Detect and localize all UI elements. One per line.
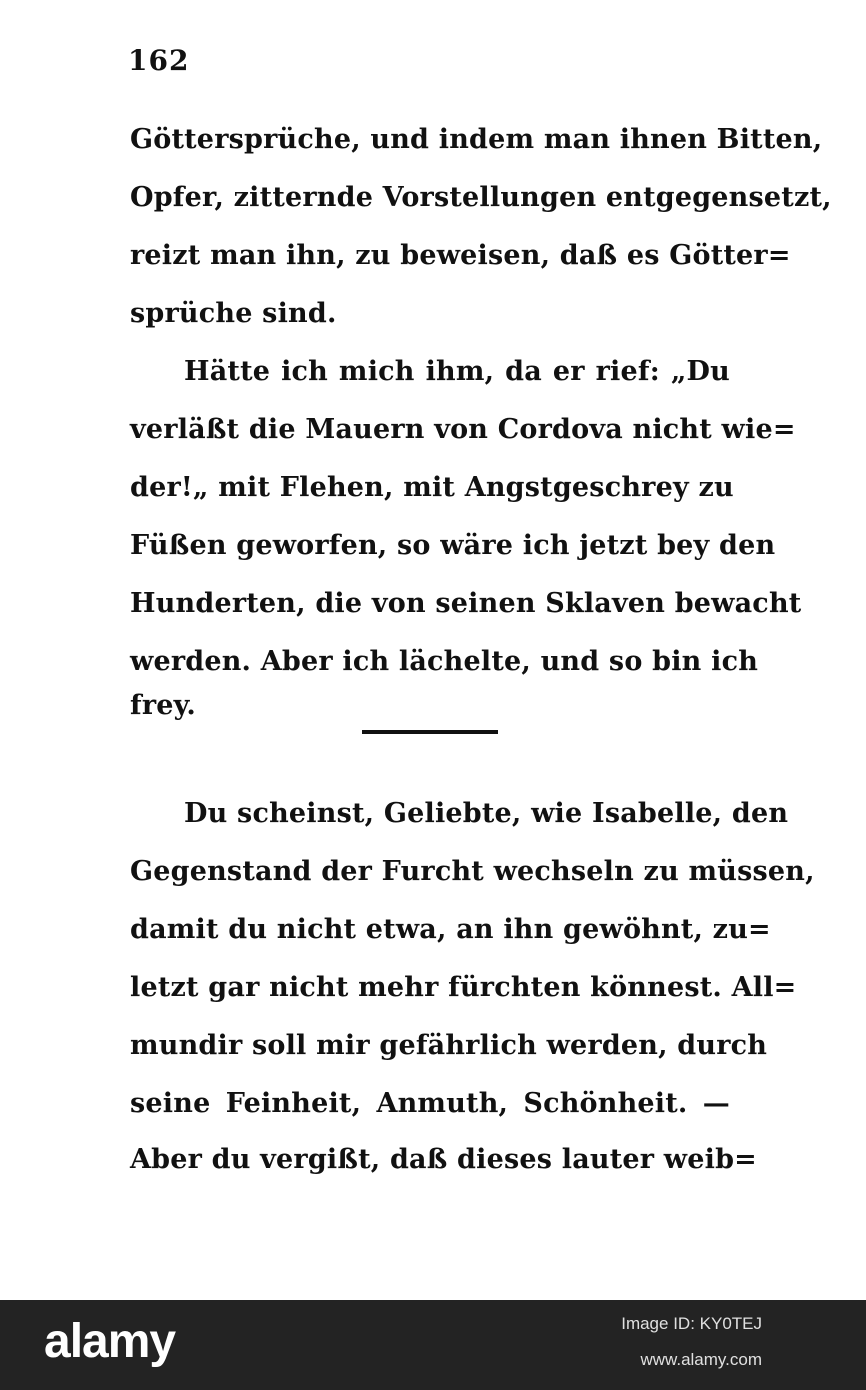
text-line: Hunderten, die von seinen Sklaven bewacht: [130, 588, 802, 619]
text-line: frey.: [130, 690, 197, 721]
text-line: verläßt die Mauern von Cordova nicht wie=: [130, 414, 796, 445]
text-line: der!„ mit Flehen, mit Angstgeschrey zu: [130, 472, 734, 503]
text-line: Hätte ich mich ihm, da er rief: „Du: [184, 356, 730, 387]
text-line: sprüche sind.: [130, 298, 337, 329]
text-line: Du scheinst, Geliebte, wie Isabelle, den: [184, 798, 789, 829]
text-line: werden. Aber ich lächelte, und so bin ich: [130, 646, 759, 677]
alamy-logo: alamy: [44, 1315, 176, 1368]
stock-watermark-banner: [0, 1300, 866, 1390]
text-line: Opfer, zitternde Vorstellungen entgegensetzt,: [130, 182, 832, 213]
text-line: reizt man ihn, zu beweisen, daß es Götter=: [130, 240, 791, 271]
text-line: Gegenstand der Furcht wechseln zu müssen,: [130, 856, 815, 887]
text-line: letzt gar nicht mehr fürchten könnest. All=: [130, 972, 797, 1003]
text-line: Aber du vergißt, daß dieses lauter weib=: [130, 1144, 757, 1175]
text-line: damit du nicht etwa, an ihn gewöhnt, zu=: [130, 914, 771, 945]
text-line: seine Feinheit, Anmuth, Schönheit. —: [130, 1088, 730, 1119]
site-url: www.alamy.com: [640, 1350, 762, 1369]
text-line: Göttersprüche, und indem man ihnen Bitten,: [130, 124, 823, 155]
text-line: Füßen geworfen, so wäre ich jetzt bey den: [130, 530, 776, 561]
text-line: mundir soll mir gefährlich werden, durch: [130, 1030, 768, 1061]
page-number: 162: [128, 44, 190, 77]
image-id: Image ID: KY0TEJ: [621, 1314, 762, 1333]
section-divider: [362, 730, 498, 734]
